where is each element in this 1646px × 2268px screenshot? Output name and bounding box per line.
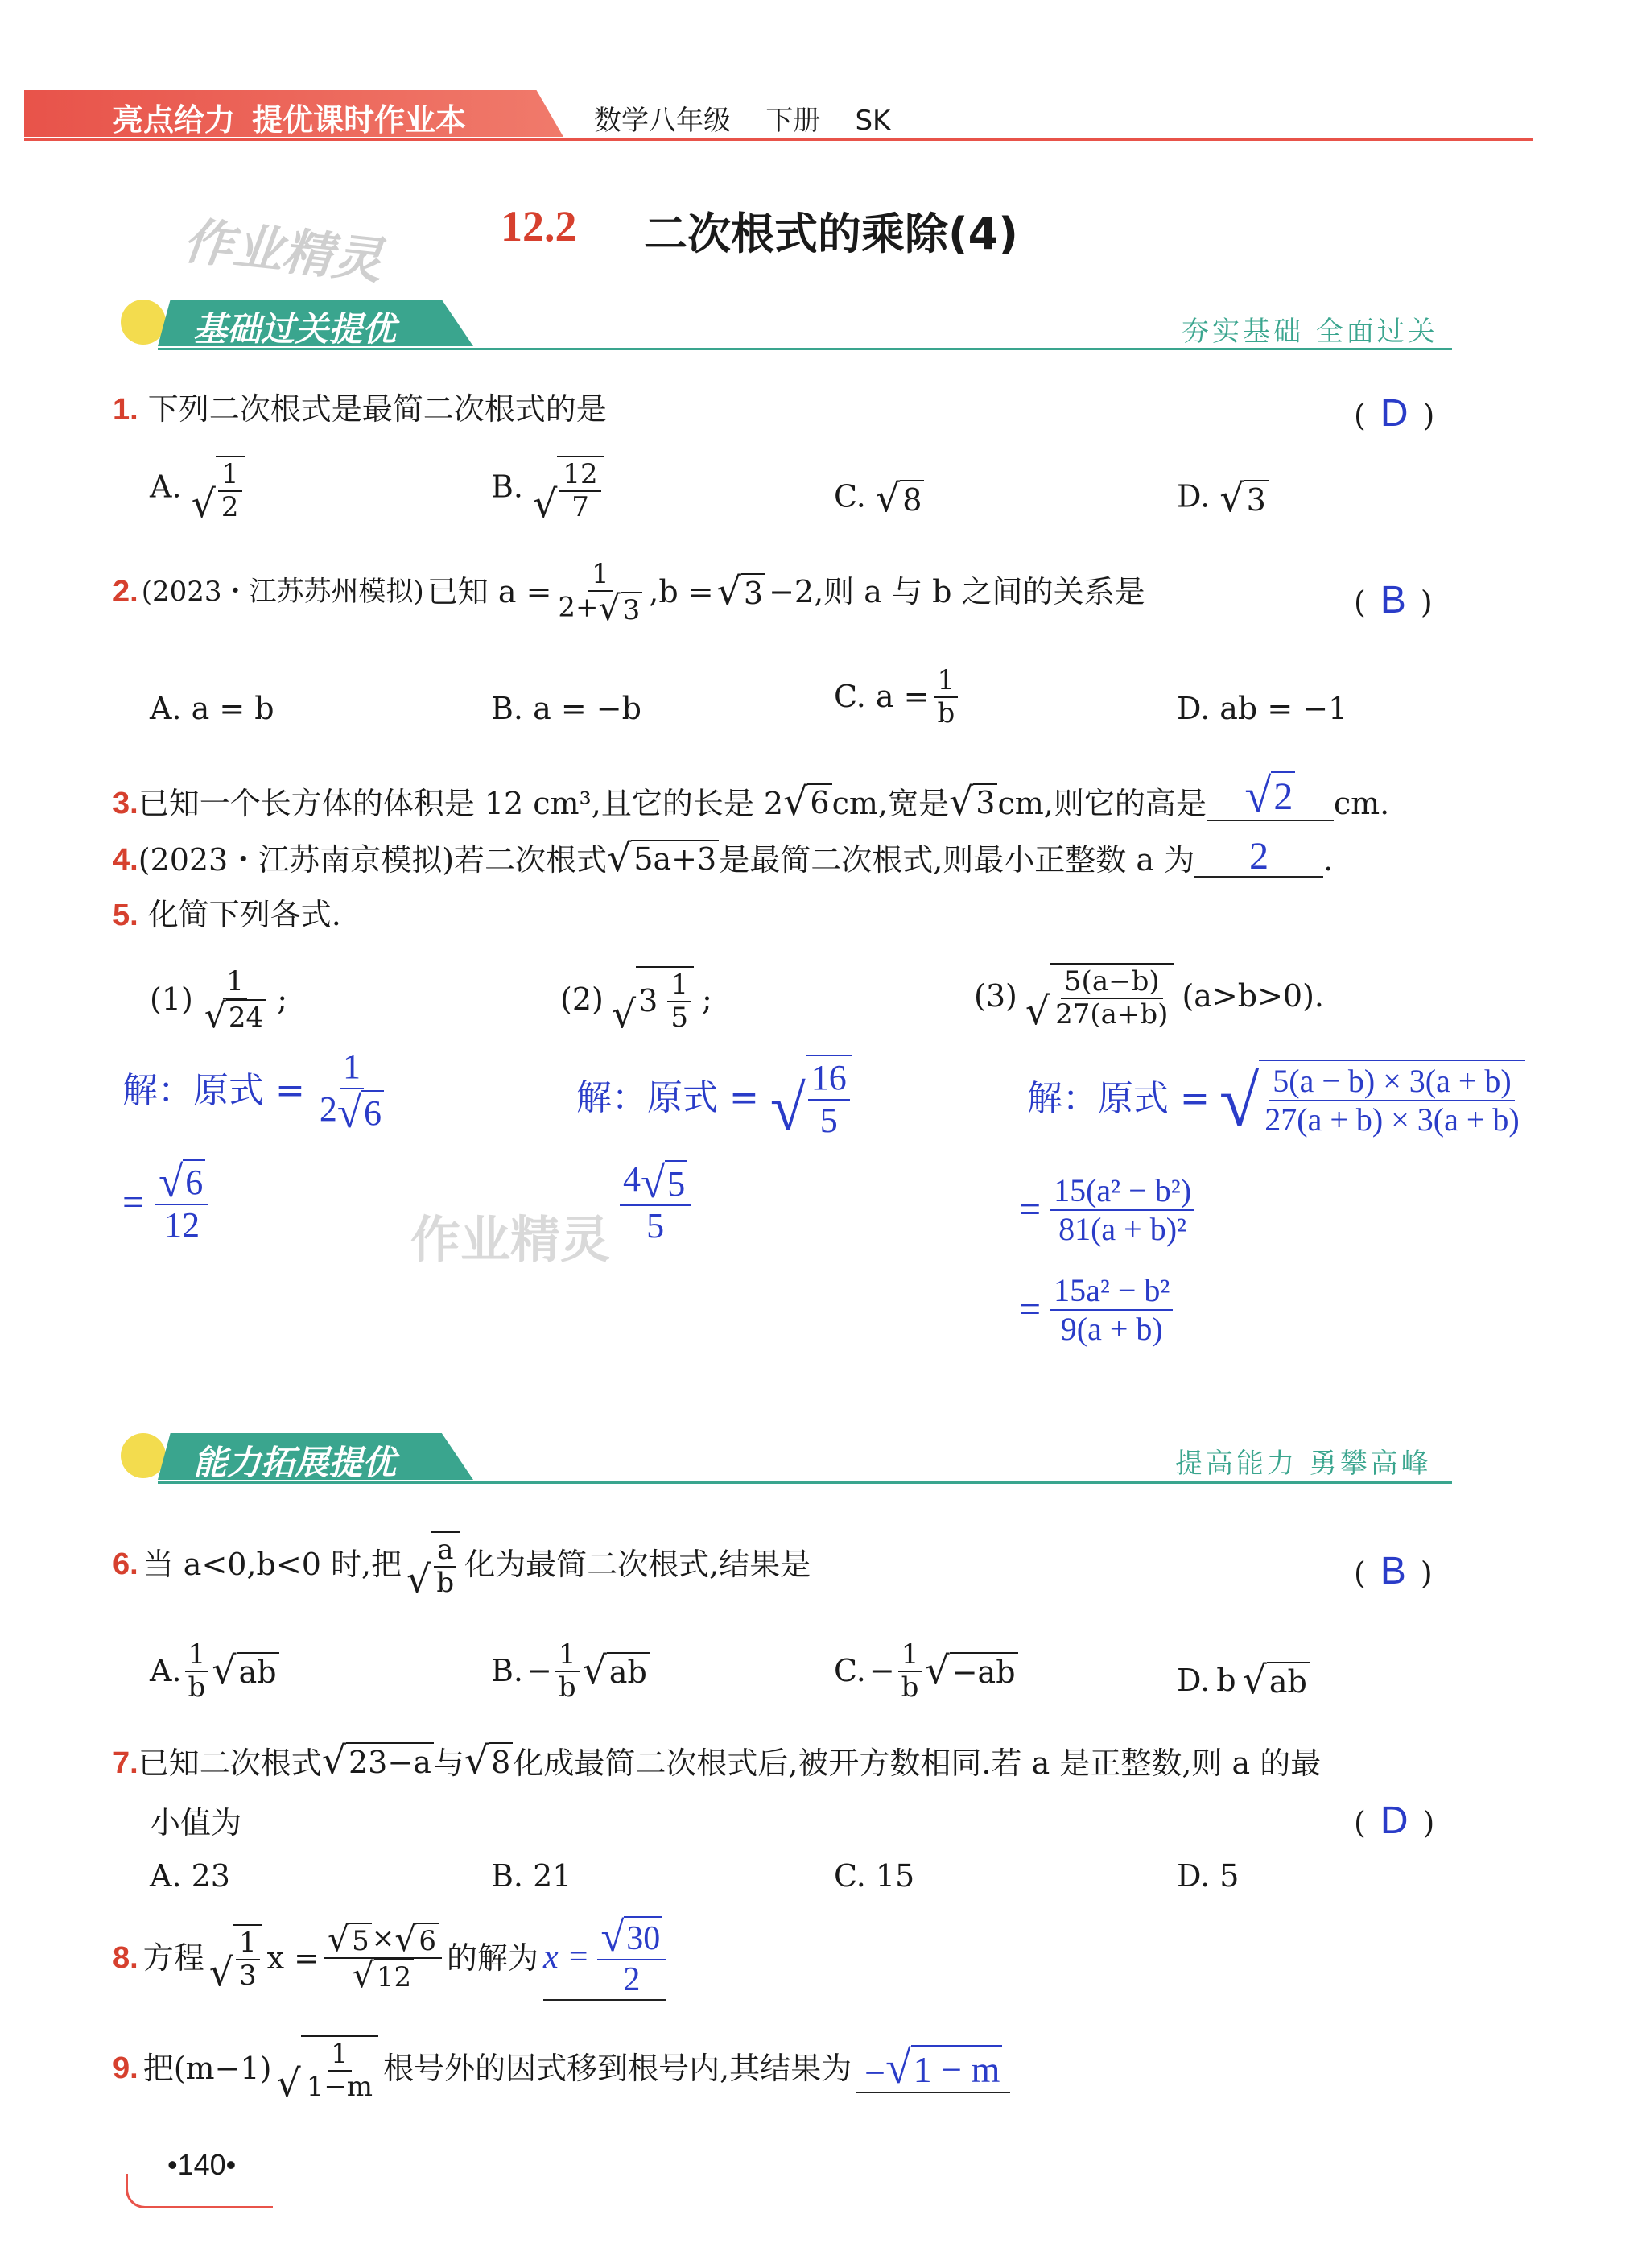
question-number: 5. bbox=[113, 899, 138, 932]
handwritten-answer: √ 2 bbox=[1244, 771, 1295, 820]
section-title: 能力拓展提优 bbox=[193, 1444, 397, 1481]
option-label: D. bbox=[1177, 478, 1211, 514]
numerator: 15a² − b² bbox=[1050, 1272, 1173, 1311]
fraction bbox=[1050, 1172, 1194, 1248]
question-text: 把(m−1) bbox=[142, 2051, 272, 2087]
option-a bbox=[150, 456, 245, 527]
solution-2-result bbox=[620, 1159, 691, 1247]
radicand: 6 bbox=[183, 1159, 205, 1204]
question-number: 8. bbox=[113, 1940, 138, 1975]
question-number: 9. bbox=[113, 2051, 138, 2086]
solution-1-result bbox=[122, 1159, 208, 1246]
denominator: 2+ √ 3 bbox=[555, 592, 646, 626]
question-6 bbox=[113, 1531, 811, 1602]
denominator: 5 bbox=[819, 1100, 838, 1140]
denominator: 3 bbox=[239, 1960, 257, 1993]
denominator: b bbox=[436, 1567, 455, 1600]
question-text: 已知一个长方体的体积是 12 cm³,且它的长是 2 bbox=[138, 786, 784, 822]
unit: cm. bbox=[1333, 786, 1390, 822]
question-text: 化成最简二次根式后,被开方数相同.若 a 是正整数,则 a 的最 bbox=[513, 1745, 1322, 1781]
question-text: 方程 bbox=[142, 1940, 204, 1976]
question-9: 9. 把(m−1) √ $\frac{1}{1-m}$ 根号外的因式移到根号内,其结果为 − √ 1 − m bbox=[113, 2035, 1010, 2103]
numerator: 1 bbox=[588, 559, 613, 592]
lesson-number: 12.2 bbox=[501, 202, 577, 250]
sub-question-2: (2) √ 3 $\frac{1}{5}$ ; bbox=[560, 966, 712, 1034]
denominator: 12 bbox=[164, 1205, 200, 1245]
option-a: A. 23 bbox=[150, 1858, 230, 1894]
radical: √ 3 bbox=[717, 573, 765, 612]
denominator: b bbox=[901, 1671, 919, 1704]
numerator-prefix: 4 bbox=[623, 1159, 641, 1199]
option-label: B. bbox=[491, 1653, 524, 1689]
question-text: 已知 a = bbox=[427, 574, 552, 610]
radical: √ 5a+3 bbox=[607, 840, 719, 878]
radicand: 5 bbox=[665, 1160, 687, 1204]
solution-2 bbox=[576, 1055, 852, 1145]
sub-question-3 bbox=[974, 963, 1325, 1034]
radical: √ 3 bbox=[1219, 480, 1268, 518]
option-label: A. bbox=[150, 1653, 182, 1689]
question-source: (2023・江苏苏州模拟) bbox=[141, 576, 424, 609]
section-title: 基础过关提优 bbox=[193, 310, 397, 348]
radicand: 1 − m bbox=[911, 2045, 1003, 2092]
fraction: √ 6 12 bbox=[155, 1159, 208, 1246]
option-c: C. − $\frac{1}{b}$ √ −ab bbox=[834, 1639, 1018, 1704]
radicand: 3 bbox=[1244, 480, 1269, 518]
answer-bracket: ( D ) bbox=[1354, 392, 1435, 435]
numerator: 15(a² − b²) bbox=[1050, 1172, 1194, 1211]
equals: = bbox=[1019, 1288, 1042, 1331]
solution-1 bbox=[122, 1047, 387, 1137]
condition: (a>b>0). bbox=[1182, 978, 1325, 1014]
radicand: −ab bbox=[950, 1652, 1018, 1691]
radicand: 2 bbox=[1271, 771, 1295, 820]
option-c: C. 15 bbox=[834, 1858, 915, 1894]
fraction: √ 5 × √ 6 √ 12 bbox=[324, 1923, 442, 1993]
section-slogan: 夯实基础 全面过关 bbox=[1182, 316, 1438, 348]
fraction: 1 √ 24 bbox=[201, 966, 269, 1034]
option-d bbox=[1177, 477, 1269, 521]
watermark: 作业精灵 bbox=[410, 1210, 611, 1269]
question-text: 已知二次根式 bbox=[138, 1745, 322, 1781]
answer-choice: B bbox=[1380, 1550, 1406, 1593]
question-text: 下列二次根式是最简二次根式的是 bbox=[147, 391, 607, 427]
question-text: 根号外的因式移到根号内,其结果为 bbox=[383, 2051, 852, 2087]
option-a: A. a = b bbox=[150, 691, 274, 726]
radicand: 6 bbox=[807, 783, 831, 822]
radical: √ 3 bbox=[949, 783, 997, 822]
numerator: 1 bbox=[328, 2039, 352, 2072]
radicand: 30 bbox=[624, 1916, 662, 1959]
answer-choice: D bbox=[1380, 1799, 1409, 1842]
option-label: C. a = bbox=[834, 679, 930, 715]
fraction: 4 √ 5 5 bbox=[620, 1159, 691, 1247]
question-3 bbox=[113, 769, 1390, 824]
numerator: 1 bbox=[185, 1639, 209, 1672]
option-b: B. − $\frac{1}{b}$ √ ab bbox=[491, 1639, 650, 1704]
fraction: 1 2 √ 6 bbox=[316, 1047, 387, 1134]
denominator: 27(a+b) bbox=[1055, 998, 1169, 1031]
answer-prefix: − bbox=[864, 2051, 886, 2093]
radicand: 8 bbox=[900, 480, 924, 518]
solution-3-step-2 bbox=[1019, 1172, 1194, 1248]
question-number: 7. bbox=[113, 1745, 138, 1780]
radical: √ 3 $\frac{1}{5}$ bbox=[612, 966, 694, 1034]
numerator: a bbox=[434, 1535, 456, 1568]
sub-label: (2) bbox=[560, 981, 604, 1018]
radicand: 6 bbox=[416, 1923, 439, 1957]
option-b: B. 21 bbox=[491, 1858, 572, 1894]
handwritten-answer: − √ 1 − m bbox=[856, 2045, 1010, 2093]
radical: √ 8 bbox=[876, 480, 924, 518]
numerator: 1 bbox=[218, 459, 242, 492]
question-text: . bbox=[1323, 842, 1334, 878]
numerator: 12 bbox=[559, 459, 600, 492]
coefficient: b bbox=[1216, 1662, 1236, 1698]
radical: √ $\frac{1}{2}$ bbox=[192, 456, 245, 523]
answer-blank bbox=[1207, 771, 1334, 821]
option-c bbox=[834, 477, 924, 521]
radicand: 3 bbox=[621, 592, 643, 626]
numerator: 5(a − b) × 3(a + b) bbox=[1269, 1063, 1514, 1101]
option-b bbox=[491, 456, 604, 527]
radicand: ab bbox=[607, 1652, 650, 1691]
radicand: 8 bbox=[489, 1742, 513, 1781]
question-number: 6. bbox=[113, 1547, 138, 1582]
denominator: 81(a + b)² bbox=[1058, 1211, 1187, 1247]
denominator: 7 bbox=[571, 491, 589, 524]
question-text: cm,则它的高是 bbox=[997, 786, 1207, 822]
option-label: B. bbox=[491, 469, 524, 505]
radical: √ $\frac{5(a - b) \times 3(a + b)}{27(a + b) \times 3(a + b)}$ bbox=[1219, 1060, 1525, 1138]
solution-prefix: 解：原式 = bbox=[1027, 1078, 1210, 1119]
fraction bbox=[934, 665, 958, 729]
watermark: 作业精灵 bbox=[180, 211, 386, 291]
equals: = bbox=[1019, 1188, 1042, 1231]
question-7-continued: 小值为 bbox=[150, 1805, 242, 1840]
option-d: D. b √ ab bbox=[1177, 1662, 1310, 1700]
solution-3 bbox=[1027, 1060, 1525, 1142]
radicand: ab bbox=[1267, 1662, 1310, 1700]
radicand: 5a+3 bbox=[631, 840, 719, 878]
question-text: 与 bbox=[433, 1745, 464, 1781]
denominator: 2 bbox=[623, 1960, 641, 1998]
denominator: b bbox=[558, 1671, 576, 1704]
question-2 bbox=[113, 558, 1145, 629]
question-4 bbox=[113, 835, 1334, 881]
radicand: 3 bbox=[973, 783, 997, 822]
sub-question-1: (1) 1 √ 24 ; bbox=[150, 965, 287, 1036]
option-c bbox=[834, 665, 958, 729]
equals: = bbox=[122, 1180, 145, 1224]
whole-part: 3 bbox=[638, 983, 658, 1019]
numerator: 1 bbox=[555, 1639, 580, 1672]
answer-bracket: ( D ) bbox=[1354, 1799, 1435, 1842]
question-number: 3. bbox=[113, 787, 138, 821]
section-icon bbox=[121, 1433, 166, 1478]
handwritten-answer: 2 bbox=[1249, 835, 1269, 878]
question-text: cm,宽是 bbox=[831, 786, 949, 822]
question-text: 是最简二次根式,则最小正整数 a 为 bbox=[719, 842, 1195, 878]
question-8: 8. 方程 √ $\frac{1}{3}$ x = √ 5 × √ 6 √ 12 的解为 x = √ 30 2 bbox=[113, 1916, 666, 2001]
section-rule bbox=[158, 1481, 1452, 1484]
radicand: 3 bbox=[741, 573, 765, 612]
question-text: ,b = bbox=[649, 574, 714, 610]
radicand: 5 bbox=[349, 1923, 372, 1957]
answer-choice: D bbox=[1380, 392, 1409, 435]
question-text: 化简下列各式. bbox=[147, 897, 341, 932]
option-label: A. bbox=[150, 469, 182, 505]
denominator: 9(a + b) bbox=[1060, 1311, 1163, 1347]
denominator: b bbox=[188, 1671, 206, 1704]
numerator: 1 bbox=[223, 966, 247, 999]
question-number: 1. bbox=[113, 393, 138, 427]
question-text: 化为最简二次根式,结果是 bbox=[464, 1547, 811, 1583]
radicand: 23−a bbox=[346, 1742, 434, 1781]
denominator: 27(a + b) × 3(a + b) bbox=[1264, 1101, 1520, 1138]
fraction bbox=[1050, 1272, 1173, 1348]
header-brand: 亮点给力 提优课时作业本 bbox=[113, 104, 467, 138]
numerator: 16 bbox=[808, 1058, 850, 1101]
solution-prefix: 解：原式 = bbox=[576, 1076, 759, 1118]
question-text: −2,则 a 与 b 之间的关系是 bbox=[769, 574, 1145, 610]
variable: x = bbox=[266, 1940, 320, 1976]
question-7: 7. 已知二次根式 √ 23−a 与 √ 8 化成最简二次根式后,被开方数相同.若 a 是正整数,则 a 的最 bbox=[113, 1739, 1322, 1783]
denominator: 1−m bbox=[306, 2071, 373, 2104]
radical: √ $\frac{a}{b}$ bbox=[406, 1531, 460, 1599]
question-number: 4. bbox=[113, 843, 138, 878]
option-d: D. 5 bbox=[1177, 1858, 1240, 1894]
option-label: C. bbox=[834, 1653, 866, 1689]
denominator: 5 bbox=[670, 1002, 689, 1035]
question-text: (2023・江苏南京模拟)若二次根式 bbox=[138, 842, 608, 878]
option-label: D. bbox=[1177, 1662, 1211, 1698]
radical: √ 6 bbox=[783, 783, 831, 822]
numerator: 1 bbox=[236, 1927, 260, 1960]
numerator: 1 bbox=[340, 1047, 364, 1089]
lesson-title: 二次根式的乘除(4) bbox=[644, 209, 1018, 259]
option-d: D. ab = −1 bbox=[1177, 691, 1348, 726]
answer-blank bbox=[1194, 837, 1323, 878]
radicand: ab bbox=[237, 1652, 279, 1691]
sign: − bbox=[526, 1653, 552, 1689]
denominator-prefix: 2+ bbox=[558, 591, 599, 624]
header-book-info: 数学八年级 下册 SK bbox=[594, 105, 891, 137]
fraction bbox=[555, 558, 646, 629]
radicand: 24 bbox=[226, 999, 266, 1034]
question-1 bbox=[113, 393, 607, 428]
page-number: •140• bbox=[167, 2148, 237, 2181]
radical: √ $\frac{5(a-b)}{27(a+b)}$ bbox=[1025, 963, 1174, 1031]
header-rule bbox=[24, 138, 1533, 141]
question-text: 的解为 bbox=[446, 1940, 538, 1976]
radical: √ $\frac{16}{5}$ bbox=[770, 1055, 852, 1141]
radical: √ $\frac{12}{7}$ bbox=[533, 456, 604, 523]
option-label: C. bbox=[834, 478, 866, 514]
answer-bracket: ( B ) bbox=[1354, 579, 1433, 622]
answer-bracket: ( B ) bbox=[1354, 1550, 1433, 1593]
handwritten-answer: x = √ 30 2 bbox=[543, 1916, 666, 2001]
radicand: 6 bbox=[361, 1090, 384, 1134]
answer-choice: B bbox=[1380, 579, 1406, 622]
denominator-prefix: 2 bbox=[319, 1089, 337, 1129]
numerator: 1 bbox=[667, 969, 691, 1002]
option-b: B. a = −b bbox=[491, 691, 641, 726]
answer-prefix: x = bbox=[542, 1939, 590, 1977]
option-a: A. $\frac{1}{b}$ √ ab bbox=[150, 1639, 279, 1704]
question-5 bbox=[113, 899, 341, 933]
sign: − bbox=[868, 1653, 895, 1689]
solution-prefix: 解：原式 = bbox=[122, 1069, 305, 1111]
radicand: 12 bbox=[374, 1959, 414, 1993]
sub-label: (1) bbox=[150, 981, 193, 1018]
question-text: 当 a<0,b<0 时,把 bbox=[142, 1547, 402, 1583]
denominator: 5 bbox=[646, 1206, 665, 1246]
times: × bbox=[371, 1922, 395, 1955]
question-number: 2. bbox=[113, 575, 138, 609]
solution-3-step-3 bbox=[1019, 1272, 1173, 1348]
section-rule bbox=[158, 348, 1452, 350]
section-icon bbox=[121, 300, 166, 345]
denominator: b bbox=[937, 697, 955, 730]
numerator: 5(a−b) bbox=[1061, 966, 1163, 999]
numerator: 1 bbox=[934, 665, 959, 698]
denominator: 2 bbox=[221, 491, 239, 524]
numerator: 1 bbox=[898, 1639, 922, 1672]
sub-label: (3) bbox=[974, 978, 1017, 1014]
section-slogan: 提高能力 勇攀高峰 bbox=[1175, 1448, 1432, 1480]
